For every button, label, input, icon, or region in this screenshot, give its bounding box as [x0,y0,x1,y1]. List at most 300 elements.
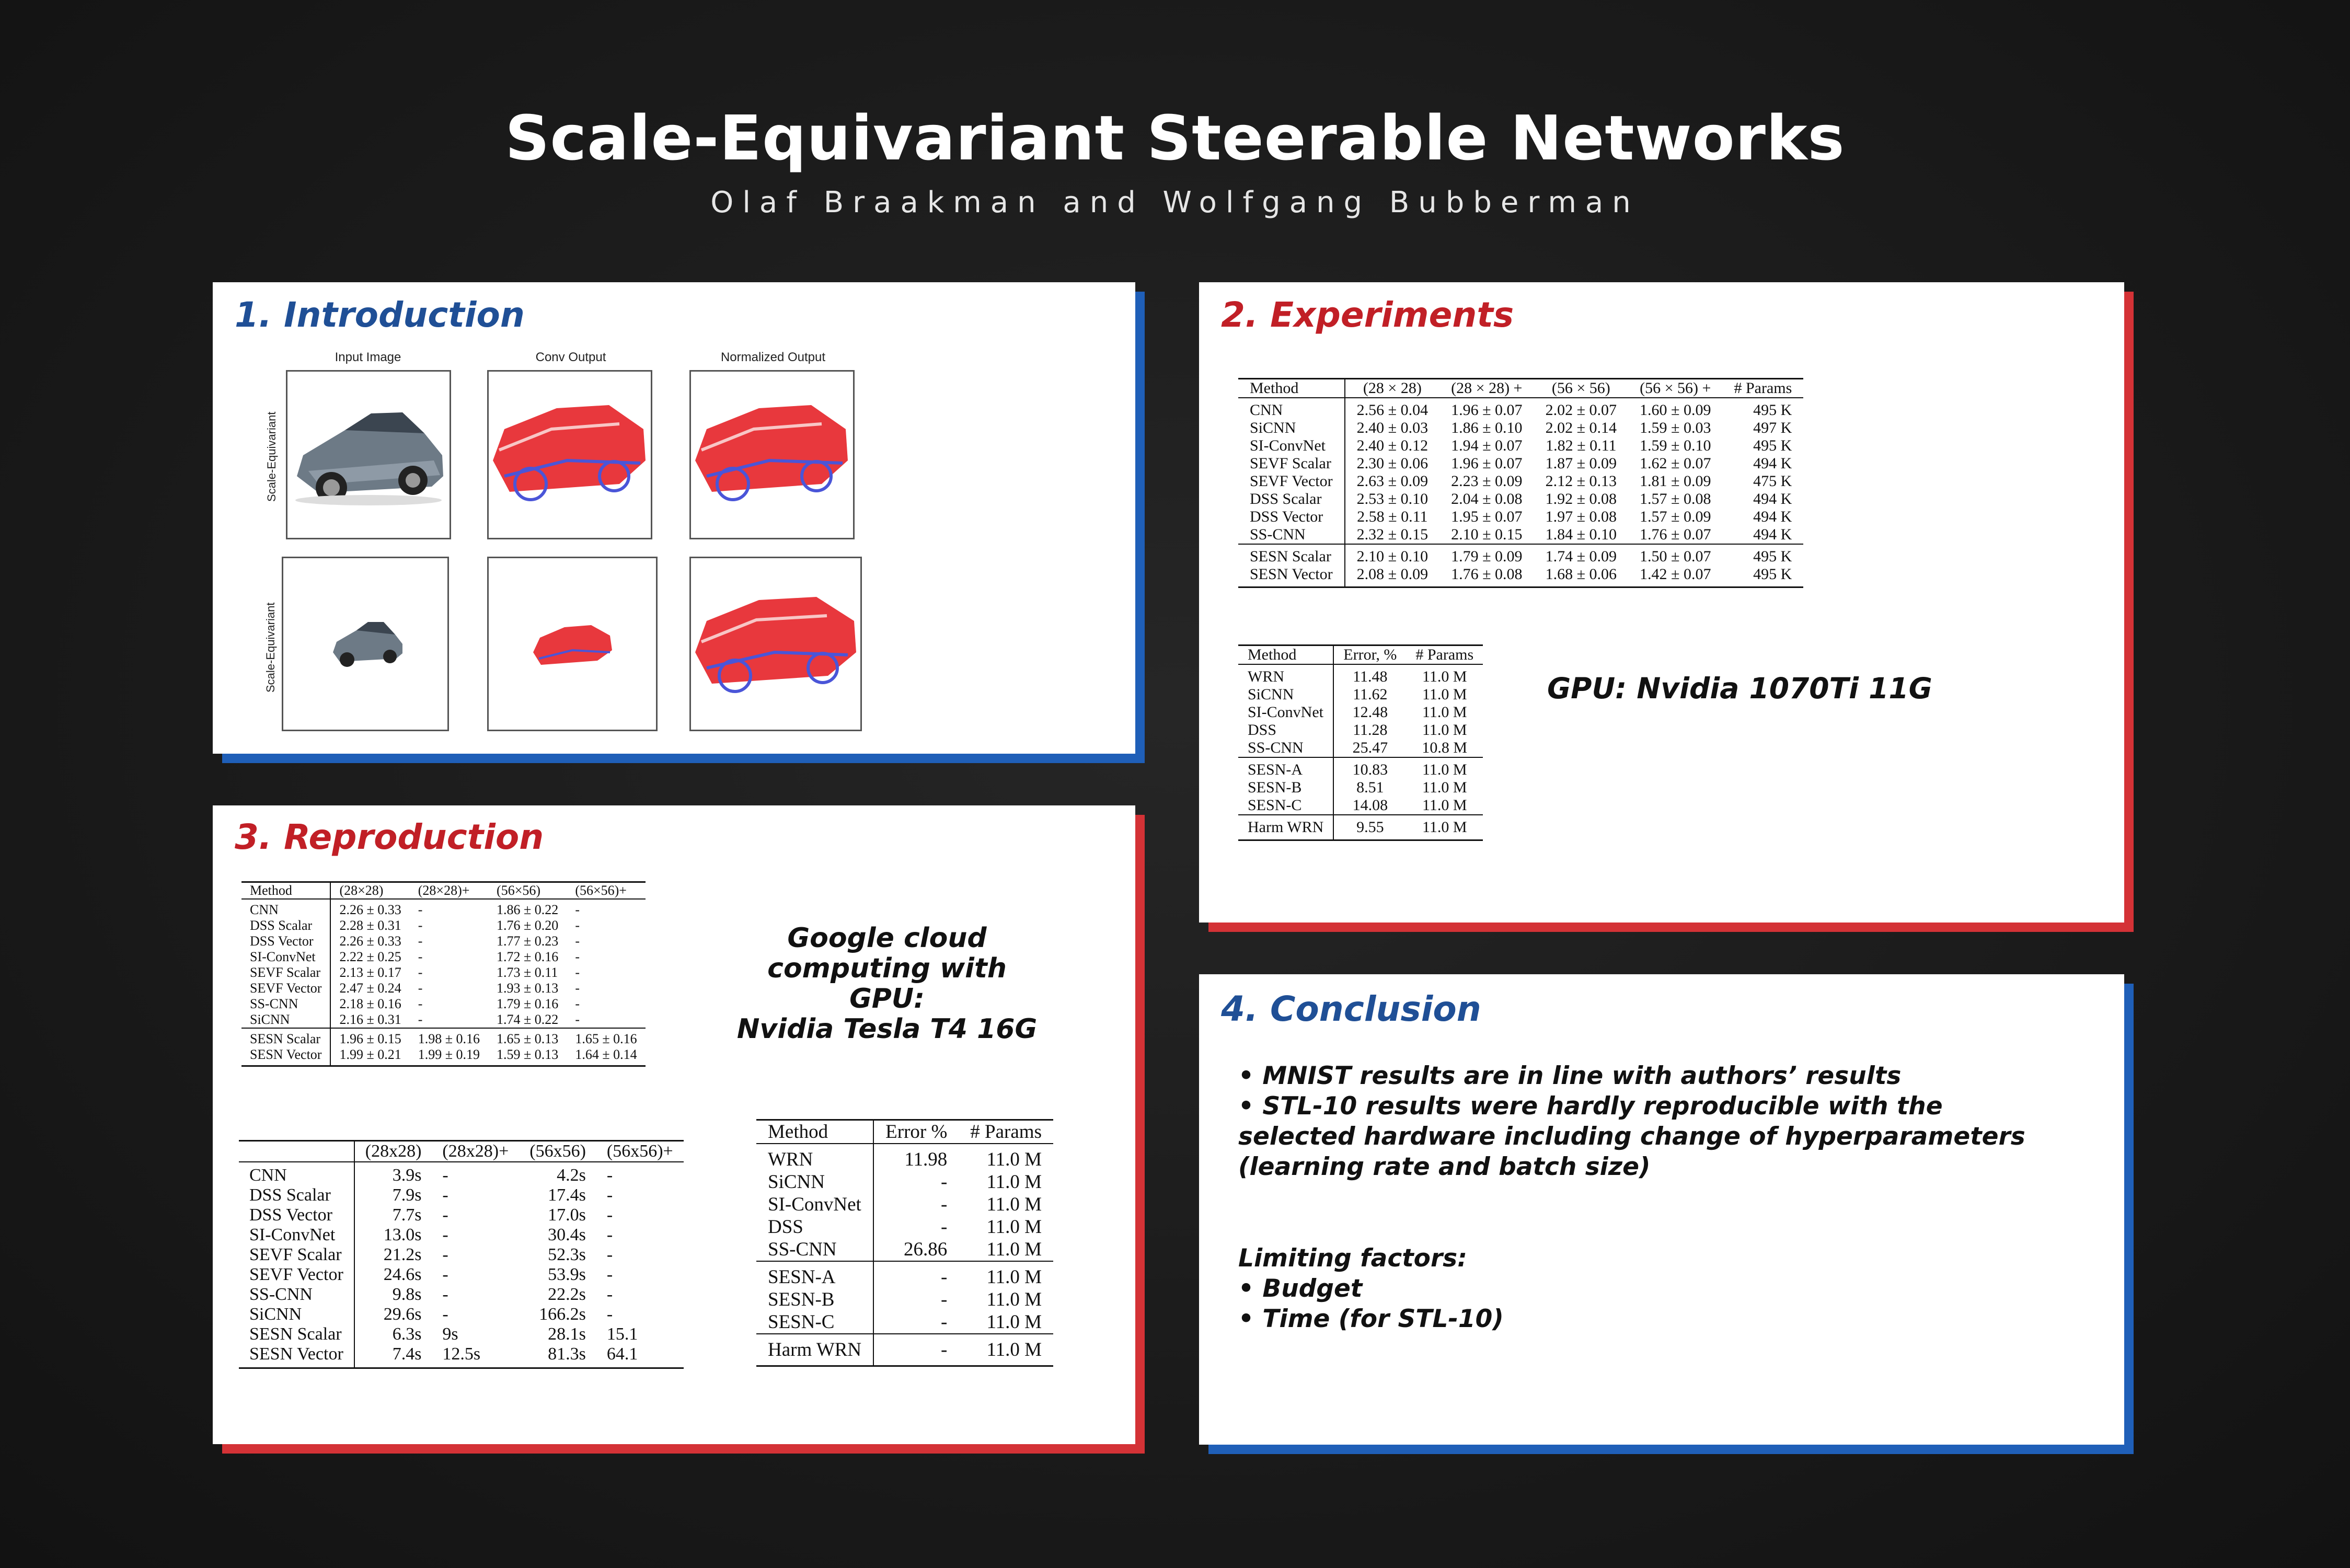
table-cell: 1.76 ± 0.20 [497,918,559,933]
table-cell: 1.79 ± 0.09 [1439,544,1534,566]
table-cell: 2.56 ± 0.04 [1356,401,1429,419]
table-cell: 1.50 ± 0.07 [1628,544,1722,566]
table-header-cell: (28×28) [330,882,409,900]
conv-output-large [487,370,652,539]
table-cell: 15.1 [606,1324,638,1344]
table-cell: SESN-A [756,1261,873,1288]
table-header-cell: (56×56)+ [567,882,645,900]
limiting-factor-item: • Budget [1238,1274,1363,1303]
table-cell: 1.96 ± 0.15 [330,1028,409,1047]
table-row [1238,398,1803,419]
conclusion-findings [1238,1061,2025,1182]
table-cell: 29.6s [383,1305,422,1324]
table-cell: 497 K [1753,419,1792,436]
table-cell: 1.65 ± 0.13 [488,1028,567,1047]
table-cell: - [940,1171,948,1193]
table-row [239,1245,684,1265]
table-cell: - [442,1205,448,1225]
scale-equivariance-figure [213,282,1135,754]
table-cell: SiCNN [239,1305,354,1324]
table-cell: - [442,1185,448,1205]
table-cell: - [940,1311,948,1333]
table-cell: 13.0s [383,1225,422,1244]
reproduction-stl-table [756,1119,1053,1367]
table-row [241,1012,646,1028]
table-cell: 11.0 M [1406,815,1483,840]
reproduction-panel [213,805,1135,1444]
table-row [239,1185,684,1205]
table-cell: 21.2s [383,1245,422,1264]
gpu-note-line-1: Google cloud [787,923,987,954]
table-row [1238,437,1803,455]
table-row [241,1028,646,1047]
table-row [1238,490,1803,508]
introduction-heading: 1. Introduction [235,295,525,335]
table-row [1238,797,1483,815]
table-row [1238,664,1483,686]
table-row [756,1144,1053,1171]
table-cell: 1.59 ± 0.10 [1640,437,1711,454]
table-cell: CNN [241,899,330,918]
table-cell: SEVF Vector [241,981,330,996]
table-cell: 11.0 M [1422,686,1467,703]
table-cell: 2.12 ± 0.13 [1545,472,1617,490]
table-cell: - [442,1285,448,1304]
table-cell: 2.16 ± 0.31 [339,1012,401,1027]
table-cell: DSS Vector [241,933,330,949]
table-header-cell: Method [756,1120,873,1144]
table-cell: 166.2s [539,1305,586,1324]
table-cell: 1.86 ± 0.22 [497,902,559,917]
table-cell: 1.97 ± 0.08 [1545,508,1617,525]
conv-output-small [487,557,658,731]
column-title-normalized: Normalized Output [720,350,826,364]
table-cell: - [442,1225,448,1244]
table-header-cell: (28 × 28) + [1439,379,1534,398]
column-title-conv: Conv Output [535,350,606,364]
table-cell: 1.74 ± 0.09 [1534,544,1628,566]
table-row [241,949,646,965]
table-cell: 9.8s [392,1285,422,1304]
table-row [1238,455,1803,472]
poster-title: Scale-Equivariant Steerable Networks [505,102,1845,174]
table-header-row [241,882,646,900]
finding-line: selected hardware including change of hyperparameters [1238,1122,2025,1151]
finding-line: (learning rate and batch size) [1238,1152,1651,1181]
table-cell: - [442,1166,448,1185]
table-cell: 1.73 ± 0.11 [497,965,558,980]
table-cell: 2.04 ± 0.08 [1451,490,1523,508]
table-cell: 11.0 M [1422,797,1467,814]
table-cell: SS-CNN [241,996,330,1012]
table-cell: - [418,1012,423,1027]
table-row [239,1205,684,1225]
gpu-note-line-3: Nvidia Tesla T4 16G [736,1013,1038,1045]
table-cell: DSS Vector [1238,508,1345,526]
table-cell: 2.40 ± 0.03 [1356,419,1429,436]
table-cell: - [575,1012,580,1027]
table-cell: - [873,1261,959,1288]
table-row [756,1261,1053,1288]
table-row [239,1265,684,1285]
table-cell: SESN Vector [239,1344,354,1368]
table-row [756,1311,1053,1334]
table-row [1238,686,1483,704]
table-cell: - [606,1166,613,1185]
table-cell: 1.86 ± 0.10 [1451,419,1523,436]
table-cell: 11.48 [1353,668,1388,685]
table-cell: 22.2s [548,1285,586,1304]
table-row [756,1334,1053,1366]
table-header-cell: (28×28)+ [410,882,488,900]
table-cell: 2.08 ± 0.09 [1345,566,1439,587]
table-cell: 1.87 ± 0.09 [1545,455,1617,472]
table-cell: DSS Scalar [241,918,330,933]
table-cell: 11.0 M [1406,757,1483,779]
table-header-cell: Method [1238,645,1333,665]
table-cell: SiCNN [1238,686,1333,704]
table-cell: SESN Scalar [1238,544,1345,566]
table-cell: - [606,1225,613,1244]
table-cell: 1.94 ± 0.07 [1451,437,1523,454]
table-cell: 11.0 M [986,1216,1042,1238]
table-cell: - [606,1205,613,1225]
table-header-row [1238,379,1803,398]
table-cell: 6.3s [392,1324,422,1344]
table-cell: CNN [1238,398,1345,419]
table-cell: Harm WRN [1238,815,1333,840]
table-cell: 17.4s [548,1185,586,1205]
table-header-cell [239,1141,354,1162]
table-cell: 2.10 ± 0.10 [1345,544,1439,566]
table-header-cell: (28x28)+ [432,1141,519,1162]
table-cell: SEVF Scalar [1238,455,1345,472]
table-cell: SEVF Vector [239,1265,354,1285]
small-conv-heatmap-icon [489,558,656,730]
table-cell: SESN-B [1238,779,1333,797]
table-cell: 2.63 ± 0.09 [1356,472,1429,490]
table-cell: 2.22 ± 0.25 [339,949,401,964]
table-cell: - [418,965,423,980]
gpu-note-line-2: computing with GPU: [767,953,1007,1014]
table-cell: - [940,1289,948,1310]
table-cell: 1.93 ± 0.13 [497,981,559,996]
experiments-heading: 2. Experiments [1221,295,1514,335]
table-cell: 494 K [1753,455,1792,472]
table-cell: SiCNN [1238,419,1345,437]
table-row [756,1288,1053,1311]
table-cell: SI-ConvNet [1238,704,1333,721]
table-cell: - [418,933,423,949]
table-row [1238,815,1483,840]
experiments-gpu-note: GPU: Nvidia 1070Ti 11G [1547,672,1932,705]
column-title-input: Input Image [335,350,401,364]
table-header-cell: (28 × 28) [1345,379,1439,398]
table-cell: 11.0 M [1422,779,1467,796]
table-row [1238,419,1803,437]
table-row [241,965,646,981]
table-cell: 1.84 ± 0.10 [1545,526,1617,543]
table-cell: SESN Scalar [239,1324,354,1344]
table-cell: 1.60 ± 0.09 [1640,401,1711,419]
table-cell: 2.26 ± 0.33 [339,902,401,917]
table-cell: - [940,1194,948,1215]
table-cell: SESN Vector [1238,566,1345,587]
table-cell: 1.98 ± 0.16 [410,1028,488,1047]
table-cell: 494 K [1753,526,1792,543]
table-header-cell: (28x28) [354,1141,432,1162]
table-header-cell: # Params [1406,645,1483,665]
input-image-large [286,370,451,539]
table-cell: 1.95 ± 0.07 [1451,508,1523,525]
table-cell: 1.82 ± 0.11 [1546,437,1617,454]
table-cell: 1.74 ± 0.22 [497,1012,559,1027]
table-cell: 475 K [1753,472,1792,490]
table-cell: 81.3s [519,1344,596,1368]
conv-heatmap-icon [489,372,651,538]
table-row [239,1225,684,1245]
table-row [1238,526,1803,544]
reproduction-mnist-table [241,881,646,1067]
table-cell: - [418,949,423,964]
conclusion-panel [1199,974,2124,1445]
table-cell: 1.79 ± 0.16 [497,996,559,1011]
table-cell: - [418,996,423,1011]
table-cell: SS-CNN [756,1238,873,1261]
table-cell: 10.83 [1333,757,1406,779]
table-cell: 11.0 M [1422,668,1467,685]
table-cell: - [575,981,580,996]
table-cell: CNN [239,1162,354,1185]
table-cell: 2.18 ± 0.16 [339,996,401,1011]
table-cell: 8.51 [1356,779,1384,796]
table-cell: 1.57 ± 0.09 [1640,508,1711,525]
table-cell: 14.08 [1352,797,1388,814]
table-cell: DSS Vector [239,1205,354,1225]
table-cell: DSS [1238,721,1333,739]
table-cell: 11.0 M [959,1261,1053,1288]
table-header-cell: Error, % [1333,645,1406,665]
table-cell: 4.2s [557,1166,586,1185]
table-cell: 2.13 ± 0.17 [339,965,401,980]
table-cell: SS-CNN [1238,739,1333,757]
table-cell: - [442,1305,448,1324]
table-cell: - [575,918,580,933]
table-cell: 1.92 ± 0.08 [1545,490,1617,508]
introduction-panel [213,282,1135,754]
table-cell: 7.4s [354,1344,432,1368]
table-cell: SS-CNN [1238,526,1345,544]
table-cell: 494 K [1753,508,1792,525]
table-cell: 2.02 ± 0.07 [1545,401,1617,419]
row-label-bottom: Scale-Equivariant [264,602,277,693]
finding-line: • MNIST results are in line with authors’ results [1238,1062,1902,1090]
table-cell: 24.6s [383,1265,422,1284]
table-cell: 1.96 ± 0.07 [1451,455,1523,472]
table-cell: SEVF Vector [1238,472,1345,490]
table-cell: 1.96 ± 0.07 [1451,401,1523,419]
table-cell: 1.99 ± 0.21 [330,1047,409,1066]
finding-line: • STL-10 results were hardly reproducible with the [1238,1092,1943,1121]
table-header-cell: (56 × 56) + [1628,379,1722,398]
table-row [1238,704,1483,721]
table-cell: 12.48 [1352,704,1388,721]
table-cell: 495 K [1723,544,1804,566]
table-row [241,996,646,1012]
table-cell: SESN-B [756,1288,873,1311]
table-cell: - [442,1265,448,1284]
limiting-factors-title: Limiting factors: [1238,1244,1467,1273]
table-cell: 1.42 ± 0.07 [1628,566,1722,587]
table-row [1238,544,1803,566]
table-cell: 2.32 ± 0.15 [1356,526,1429,543]
table-cell: 11.0 M [986,1311,1042,1333]
table-header-cell: (56 × 56) [1534,379,1628,398]
table-cell: SI-ConvNet [241,949,330,965]
table-cell: 11.0 M [1422,704,1467,721]
table-cell: - [442,1245,448,1264]
table-row [1238,472,1803,490]
table-cell: 7.7s [392,1205,422,1225]
table-cell: 1.76 ± 0.07 [1640,526,1711,543]
table-cell: - [418,902,423,917]
table-row [1238,739,1483,757]
reproduction-gpu-note [735,923,1039,1044]
normalized-heatmap-icon [691,372,853,538]
poster-authors: Olaf Braakman and Wolfgang Bubberman [710,186,1640,220]
table-row [241,899,646,918]
table-cell: - [418,918,423,933]
table-cell: SEVF Scalar [239,1245,354,1265]
table-cell: SEVF Scalar [241,965,330,981]
table-row [241,918,646,933]
table-cell: - [575,949,580,964]
table-row [241,1047,646,1066]
table-cell: - [575,902,580,917]
table-row [1238,757,1483,779]
table-cell: 495 K [1753,437,1792,454]
reproduction-time-table [239,1140,684,1369]
table-cell: SI-ConvNet [756,1193,873,1216]
table-cell: SI-ConvNet [1238,437,1345,455]
table-cell: Harm WRN [756,1334,873,1366]
small-normalized-heatmap-icon [691,558,860,730]
table-cell: 11.0 M [986,1194,1042,1215]
car-photo-icon [287,372,450,538]
table-cell: DSS Scalar [239,1185,354,1205]
table-cell: 1.64 ± 0.14 [567,1047,645,1066]
table-cell: 1.99 ± 0.19 [410,1047,488,1066]
table-cell: DSS [756,1216,873,1238]
table-cell: SESN Scalar [241,1028,330,1047]
table-row [241,933,646,949]
table-header-cell: Method [1238,379,1345,398]
normalized-output-small [689,557,862,731]
table-row [239,1305,684,1324]
table-header-row [1238,645,1483,665]
table-header-cell: (56x56) [519,1141,596,1162]
table-cell: 11.0 M [959,1334,1053,1366]
table-header-row [239,1141,684,1162]
table-cell: - [418,981,423,996]
table-cell: SESN-A [1238,757,1333,779]
table-cell: - [873,1334,959,1366]
table-cell: 1.62 ± 0.07 [1640,455,1711,472]
table-cell: 1.68 ± 0.06 [1534,566,1628,587]
table-cell: 26.86 [904,1239,948,1260]
table-cell: - [575,996,580,1011]
table-cell: WRN [756,1144,873,1171]
table-cell: 1.59 ± 0.13 [488,1047,567,1066]
table-row [756,1171,1053,1193]
table-cell: 9.55 [1333,815,1406,840]
experiments-mnist-table [1238,378,1803,588]
table-row [1238,566,1803,587]
table-cell: 11.28 [1353,721,1388,739]
table-cell: 494 K [1753,490,1792,508]
table-cell: 64.1 [596,1344,684,1368]
table-cell: 1.65 ± 0.16 [567,1028,645,1047]
table-cell: SESN-C [1238,797,1333,815]
table-row [239,1324,684,1344]
table-row [1238,779,1483,797]
table-cell: 11.0 M [986,1289,1042,1310]
table-cell: DSS Scalar [1238,490,1345,508]
table-cell: 1.59 ± 0.03 [1640,419,1711,436]
table-cell: 11.0 M [986,1171,1042,1193]
table-cell: 2.28 ± 0.31 [339,918,401,933]
table-cell: 2.30 ± 0.06 [1356,455,1429,472]
table-cell: - [606,1305,613,1324]
table-row [239,1162,684,1185]
table-cell: 495 K [1753,401,1792,419]
table-cell: - [940,1216,948,1238]
row-label-top: Scale-Equivariant [265,411,278,502]
table-cell: SI-ConvNet [239,1225,354,1245]
table-cell: 9s [442,1324,458,1344]
input-image-small [282,557,449,731]
table-cell: 2.40 ± 0.12 [1356,437,1429,454]
table-cell: 2.02 ± 0.14 [1545,419,1617,436]
table-row [1238,508,1803,526]
experiments-stl-table [1238,644,1483,841]
table-cell: - [575,965,580,980]
table-header-cell: # Params [1723,379,1804,398]
table-header-cell: # Params [959,1120,1053,1144]
table-cell: 2.23 ± 0.09 [1451,472,1523,490]
table-row [241,981,646,996]
limiting-factor-item: • Time (for STL-10) [1238,1305,1504,1333]
table-cell: SESN Vector [241,1047,330,1066]
table-cell: 53.9s [548,1265,586,1284]
table-cell: 11.62 [1353,686,1388,703]
table-cell: 2.10 ± 0.15 [1451,526,1523,543]
table-cell: 17.0s [548,1205,586,1225]
table-cell: 12.5s [432,1344,519,1368]
table-cell: 30.4s [548,1225,586,1244]
table-cell: SS-CNN [239,1285,354,1305]
table-header-cell: (56x56)+ [596,1141,684,1162]
table-cell: 1.76 ± 0.08 [1439,566,1534,587]
table-cell: 10.8 M [1422,739,1468,756]
table-row [239,1285,684,1305]
limiting-factors [1238,1243,1504,1334]
table-cell: 2.26 ± 0.33 [339,933,401,949]
table-cell: SiCNN [756,1171,873,1193]
table-row [239,1344,684,1368]
conclusion-heading: 4. Conclusion [1221,989,1481,1029]
table-cell: 11.0 M [986,1149,1042,1170]
